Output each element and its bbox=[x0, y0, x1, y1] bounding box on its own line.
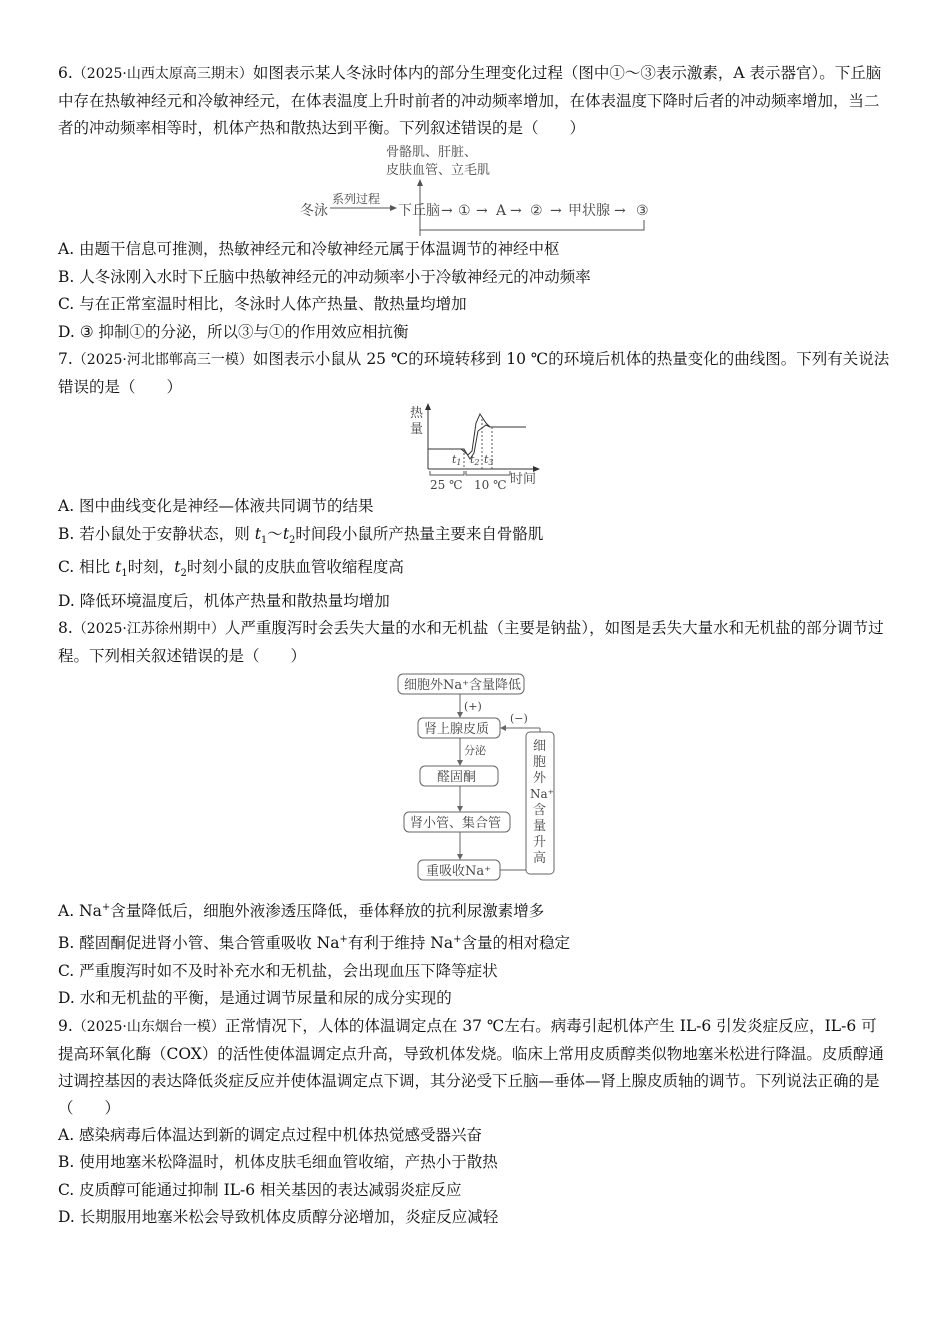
q8-arrow-4-head bbox=[457, 854, 463, 860]
q7-t1-label: t1 bbox=[452, 453, 462, 467]
q8-box-renal-tubule-label: 肾小管、集合管 bbox=[410, 816, 502, 832]
q6-chain-arrow: → bbox=[441, 203, 453, 219]
q7-temp-25: 25 ℃ bbox=[430, 478, 463, 492]
q7-figure bbox=[58, 401, 892, 493]
q7-option-d: D. 降低环境温度后，机体产热量和散热量均增加 bbox=[58, 591, 390, 610]
question-source: （2025·山东烟台一模） bbox=[72, 1018, 225, 1035]
q7-bracket-10 bbox=[466, 471, 510, 475]
q7-t2-label: t2 bbox=[470, 453, 480, 467]
q6-chain-arrow: → bbox=[614, 203, 626, 219]
q6-chain-hormone-1: ① bbox=[458, 203, 471, 219]
q8-side-char: 升 bbox=[533, 835, 547, 851]
q6-chain-organ-a: A bbox=[496, 203, 507, 219]
q6-flow-diagram bbox=[58, 142, 892, 236]
q6-chain-hormone-2: ② bbox=[530, 203, 543, 219]
q6-feedback-line bbox=[420, 220, 644, 230]
question-source: （2025·山西太原高三期末） bbox=[72, 66, 253, 82]
q6-chain-arrow: → bbox=[510, 203, 522, 219]
q8-side-char: 量 bbox=[533, 819, 547, 835]
q7-t3-label: t3 bbox=[484, 453, 494, 467]
q6-arrow-label: 系列过程 bbox=[332, 192, 381, 206]
q8-side-char: Na⁺ bbox=[530, 787, 554, 802]
q8-side-char: 胞 bbox=[533, 755, 547, 771]
q8-plus-label: (+) bbox=[464, 700, 482, 714]
q6-chain-arrow: → bbox=[476, 203, 488, 219]
question-text: 正常情况下，人体的体温调定点在 37 ℃左右。病毒引起机体产生 IL-6 引发炎症反应，IL-6 可提高环氧化酶（COX）的活性使体温调定点升高，导致机体发烧。临床上常用皮质醇类似物地塞米松进行降温。皮质醇通过调控基因的表达降低炎症反应并使体温调定点下调，其分泌受下丘脑—垂体—肾上腺皮质轴的调节。下列说法正确的是（ ） bbox=[58, 1016, 884, 1117]
q8-option-a: A. Na+含量降低后，细胞外液渗透压降低，垂体释放的抗利尿激素增多 bbox=[58, 902, 545, 921]
q6-start-label: 冬泳 bbox=[300, 203, 328, 219]
question-text: 人严重腹泻时会丢失大量的水和无机盐（主要是钠盐），如图是丢失大量水和无机盐的部分调节过程。下列相关叙述错误的是（ ） bbox=[58, 619, 884, 666]
q6-top-label-2: 皮肤血管、立毛肌 bbox=[386, 163, 491, 178]
q9-option-b: B. 使用地塞米松降温时，机体皮肤毛细血管收缩，产热小于散热 bbox=[58, 1153, 498, 1171]
q8-box-na-decrease-label: 细胞外Na⁺含量降低 bbox=[404, 678, 521, 694]
q6-option-c: C. 与在正常室温时相比，冬泳时人体产热量、散热量均增加 bbox=[58, 295, 467, 313]
question-9-stem bbox=[58, 1013, 892, 1122]
q7-heat-curve bbox=[58, 401, 892, 493]
question-7-stem bbox=[58, 346, 892, 401]
q8-arrow-2-head bbox=[457, 760, 463, 766]
q8-secrete-label: 分泌 bbox=[464, 744, 486, 758]
question-6 bbox=[58, 60, 892, 346]
q9-option-d: D. 长期服用地塞米松会导致机体皮质醇分泌增加，炎症反应减轻 bbox=[58, 1208, 499, 1226]
q7-option-b: B. 若小鼠处于安静状态，则 $t_1\sim t_2$时间段小鼠所产热量主要来自骨骼肌 bbox=[58, 524, 544, 546]
q8-option-c: C. 严重腹泻时如不及时补充水和无机盐，会出现血压下降等症状 bbox=[58, 961, 498, 980]
q7-temp-10: 10 ℃ bbox=[474, 478, 507, 492]
q7-y-axis-arrow bbox=[425, 403, 431, 410]
question-number: 8. bbox=[58, 619, 73, 638]
q6-chain-thyroid: 甲状腺 bbox=[568, 203, 610, 219]
question-8-stem bbox=[58, 615, 892, 670]
q7-bracket-25 bbox=[430, 471, 464, 475]
q8-box-aldosterone-label: 醛固酮 bbox=[437, 770, 477, 786]
question-text: 如图表示小鼠从 25 ℃的环境转移到 10 ℃的环境后机体的热量变化的曲线图。下列有关说法错误的是（ ） bbox=[58, 350, 890, 396]
q8-arrow-3-head bbox=[457, 806, 463, 812]
question-7 bbox=[58, 346, 892, 615]
q8-minus-label: (−) bbox=[510, 712, 528, 726]
q8-box-reabsorb-label: 重吸收Na⁺ bbox=[426, 864, 491, 880]
question-8 bbox=[58, 615, 892, 1012]
question-source: （2025·河北邯郸高三一模） bbox=[72, 352, 253, 368]
q8-option-b: B. 醛固酮促进肾小管、集合管重吸收 Na+有利于维持 Na+含量的相对稳定 bbox=[58, 933, 571, 952]
question-number: 7. bbox=[58, 350, 73, 368]
question-source: （2025·江苏徐州期中） bbox=[72, 621, 225, 638]
q6-figure bbox=[58, 142, 892, 236]
q7-option-a: A. 图中曲线变化是神经—体液共同调节的结果 bbox=[58, 497, 374, 515]
q7-curve-2 bbox=[428, 425, 490, 459]
q8-box-adrenal-cortex-label: 肾上腺皮质 bbox=[424, 722, 490, 738]
q8-flow-diagram bbox=[58, 670, 892, 894]
q8-side-char: 细 bbox=[533, 739, 547, 755]
q9-option-c: C. 皮质醇可能通过抑制 IL-6 相关基因的表达减弱炎症反应 bbox=[58, 1180, 462, 1199]
q8-feedback-head bbox=[500, 725, 506, 731]
q8-figure bbox=[58, 670, 892, 894]
q6-up-arrow-head bbox=[417, 179, 423, 186]
question-text: 如图表示某人冬泳时体内的部分生理变化过程（图中①～③表示激素，A 表示器官）。下丘脑中存在热敏神经元和冷敏神经元，在体表温度上升时前者的冲动频率增加，在体表温度下降时后者的冲动频率增加，当二者的冲动频率相等时，机体产热和散热达到平衡。下列叙述错误的是（ ） bbox=[58, 64, 882, 137]
q8-side-char: 含 bbox=[533, 803, 547, 819]
question-6-stem bbox=[58, 60, 892, 142]
q6-chain-arrow: → bbox=[550, 203, 562, 219]
q6-chain-hypothalamus: 下丘脑 bbox=[398, 203, 440, 219]
q7-y-label-2: 量 bbox=[410, 422, 424, 437]
q6-option-d: D. ③ 抑制①的分泌，所以③与①的作用效应相抗衡 bbox=[58, 322, 409, 341]
question-page bbox=[58, 60, 892, 1232]
q6-top-label-1: 骨骼肌、肝脏、 bbox=[386, 145, 478, 160]
q6-option-a: A. 由题干信息可推测，热敏神经元和冷敏神经元属于体温调节的神经中枢 bbox=[58, 240, 560, 258]
question-number: 9. bbox=[58, 1016, 73, 1035]
question-9 bbox=[58, 1013, 892, 1232]
q8-option-d: D. 水和无机盐的平衡，是通过调节尿量和尿的成分实现的 bbox=[58, 989, 452, 1007]
q6-start-arrow-head bbox=[390, 205, 397, 211]
q8-arrow-1-head bbox=[457, 712, 463, 718]
q7-y-label-1: 热 bbox=[410, 406, 424, 421]
question-number: 6. bbox=[58, 64, 73, 82]
q8-side-char: 高 bbox=[533, 851, 547, 867]
q6-option-b: B. 人冬泳刚入水时下丘脑中热敏神经元的冲动频率小于冷敏神经元的冲动频率 bbox=[58, 267, 591, 286]
q8-side-char: 外 bbox=[533, 771, 547, 787]
q7-x-label: 时间 bbox=[510, 472, 537, 487]
q6-chain-hormone-3: ③ bbox=[636, 203, 649, 219]
q7-option-c: C. 相比 $t_1$时刻，$t_2$时刻小鼠的皮肤血管收缩程度高 bbox=[58, 558, 404, 580]
q9-option-a: A. 感染病毒后体温达到新的调定点过程中机体热觉感受器兴奋 bbox=[58, 1125, 483, 1144]
